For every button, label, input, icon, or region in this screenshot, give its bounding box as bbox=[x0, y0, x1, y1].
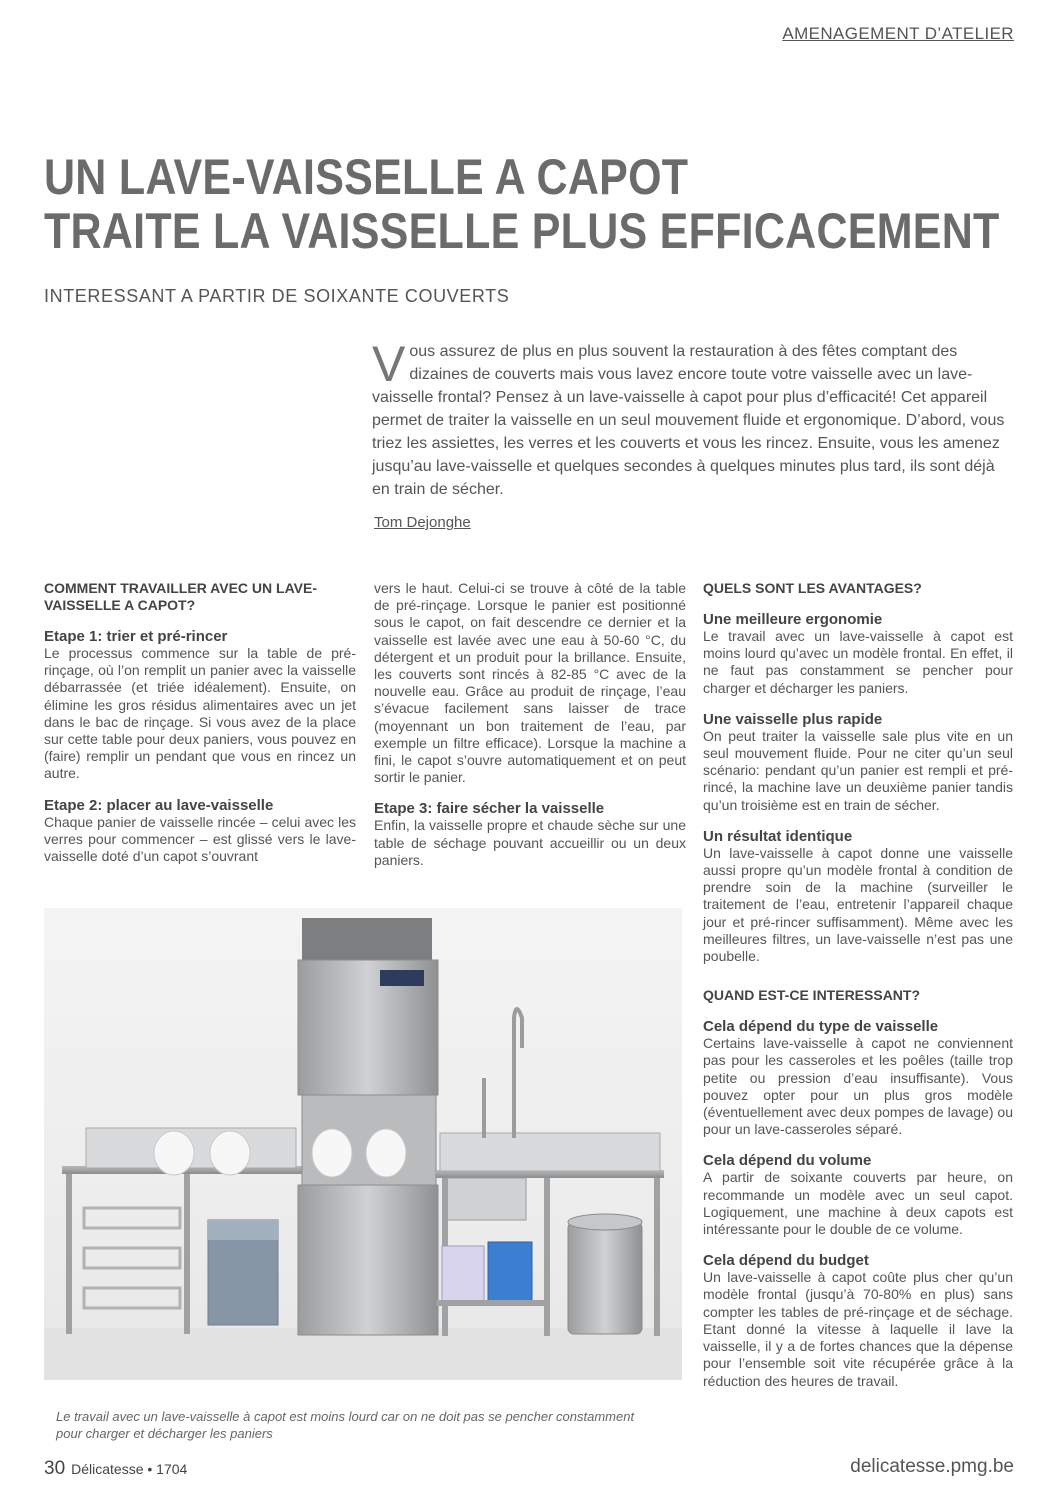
step-1-text: Le processus commence sur la table de pré-rinçage, où l’on remplit un panier avec la vaisselle débarrassée (et triée idéalement). Ensuite, on élimine les gros résidus alimentaires avec un jet dans le bac de rinçage. Si vous avez de la place sur cette table pour deux paniers, vous pouvez en (faire) remplir un pendant que vous en rincez un autre. bbox=[44, 645, 356, 782]
page-number: 30 bbox=[44, 1458, 66, 1479]
section-heading-advantages: QUELS SONT LES AVANTAGES? bbox=[703, 580, 922, 596]
criterion-2-title: Cela dépend du volume bbox=[703, 1152, 872, 1170]
footer-page-info bbox=[44, 1458, 187, 1480]
advantage-3-title: Un résultat identique bbox=[703, 827, 853, 845]
intro-paragraph bbox=[372, 336, 1014, 501]
photo-caption: Le travail avec un lave-vaisselle à capot est moins lourd car on ne doit pas se pencher constamment pour charger et décharger les paniers bbox=[56, 1409, 635, 1441]
headline-line-2: TRAITE LA VAISSELLE PLUS EFFICACEMENT bbox=[44, 203, 1000, 259]
advantage-1-title: Une meilleure ergonomie bbox=[703, 611, 883, 628]
criterion-1-title: Cela dépend du type de vaisselle bbox=[703, 1018, 939, 1036]
advantage-2-text: On peut traiter la vaisselle sale plus vite en un seul mouvement fluide. Pour ne citer qu’un seul scénario: pendant qu’un panier est rempli et pré-rincé, la machine lave un deuxième panier tandis qu’un troisième est en train de sécher. bbox=[703, 727, 1013, 813]
column-3 bbox=[703, 580, 1013, 1390]
advantage-2-title: Une vaisselle plus rapide bbox=[703, 710, 883, 728]
section-heading-how: COMMENT TRAVAILLER AVEC UN LAVE-VAISSELLE A CAPOT? bbox=[44, 580, 317, 613]
headline-line-1: UN LAVE-VAISSELLE A CAPOT bbox=[44, 149, 689, 205]
subheading: INTERESSANT A PARTIR DE SOIXANTE COUVERTS bbox=[44, 286, 510, 306]
step-2-text: Chaque panier de vaisselle rincée – celui avec les verres pour commencer – est glissé vers le lave-vaisselle doté d’un capot s’ouvrant bbox=[44, 813, 356, 865]
step-2-title: Etape 2: placer au lave-vaisselle bbox=[44, 796, 274, 814]
section-heading-when: QUAND EST-CE INTERESSANT? bbox=[703, 987, 921, 1004]
dishwasher-photo bbox=[44, 908, 682, 1380]
criterion-3-title: Cela dépend du budget bbox=[703, 1252, 869, 1270]
step-2-continued-text: vers le haut. Celui-ci se trouve à côté de la table de pré-rinçage. Lorsque le panier est positionné sous le capot, on fait descendre ce dernier et la vaisselle est lavée avec une eau à 50-60 °C, du détergent et un produit pour la brillance. Ensuite, les couverts sont rincés à 82-85 °C avec de la nouvelle eau. Grâce au produit de rinçage, l’eau s’évacue facilement sans laisser de trace (moyennant un bon traitement de l’eau, par exemple un filtre efficace). Lorsque la machine a fini, le capot s’ouvre automatiquement et on peut sortir le panier. bbox=[374, 580, 686, 786]
dishwasher-illustration bbox=[44, 908, 682, 1380]
advantage-3-text: Un lave-vaisselle à capot donne une vaisselle aussi propre qu’un modèle frontal à condition de prendre soin de la machine (surveiller le traitement de l’eau, entretenir l’appareil chaque jour et pré-rincer suffisamment). Même avec les meilleures filtres, un lave-vaisselle n’est pas une poubelle. bbox=[703, 844, 1013, 965]
step-3-title: Etape 3: faire sécher la vaisselle bbox=[374, 800, 605, 818]
step-3-text: Enfin, la vaisselle propre et chaude sèche sur une table de séchage pouvant accueillir ou un deux paniers. bbox=[374, 817, 686, 868]
criterion-1-text: Certains lave-vaisselle à capot ne conviennent pas pour les casseroles et les poêles (taille trop petite ou pression d’eau insuffisante). Vous pouvez opter pour un plus gros modèle (éventuellement avec deux pompes de lavage) ou pour un lave-casseroles séparé. bbox=[703, 1035, 1013, 1138]
criterion-2-text: A partir de soixante couverts par heure, on recommande un modèle avec un seul capot. Logiquement, une machine à deux capots est intéressante pour le double de ce volume. bbox=[703, 1169, 1013, 1238]
footer-website-link[interactable]: delicatesse.pmg.be bbox=[850, 1456, 1014, 1477]
drop-cap: V bbox=[372, 336, 406, 392]
publication-name: Délicatesse • 1704 bbox=[71, 1461, 188, 1477]
advantage-1-text: Le travail avec un lave-vaisselle à capot est moins lourd qu’avec un modèle frontal. En effet, il ne faut pas constamment se pencher pour charger et décharger les paniers. bbox=[703, 628, 1013, 696]
author-byline: Tom Dejonghe bbox=[374, 514, 471, 531]
column-2 bbox=[374, 580, 686, 869]
column-1 bbox=[44, 580, 356, 865]
step-1-title: Etape 1: trier et pré-rincer bbox=[44, 628, 228, 645]
section-label: AMENAGEMENT D’ATELIER bbox=[782, 24, 1014, 43]
headline bbox=[44, 149, 1000, 259]
intro-text: ous assurez de plus en plus souvent la restauration à des fêtes comptant des dizaines de couverts mais vous lavez encore toute votre vaisselle avec un lave-vaisselle frontal? Pensez à un lave-vaisselle à capot pour plus d’efficacité! Cet appareil permet de traiter la vaisselle en un seul mouvement fluide et ergonomique. D’abord, vous triez les assiettes, les verres et les couverts et vous les rincez. Ensuite, vous les amenez jusqu’au lave-vaisselle et quelques secondes à quelques minutes plus tard, ils sont déjà en train de sécher. bbox=[372, 343, 1005, 498]
criterion-3-text: Un lave-vaisselle à capot coûte plus cher qu’un modèle frontal (jusqu’à 70-80% en plus) sans compter les tables de pré-rinçage et de séchage. Etant donné la vitesse à laquelle il lave la vaisselle, il y a de fortes chances que la dépense pour l’ensemble soit vite récupérée grâce à la réduction des heures de travail. bbox=[703, 1269, 1013, 1389]
